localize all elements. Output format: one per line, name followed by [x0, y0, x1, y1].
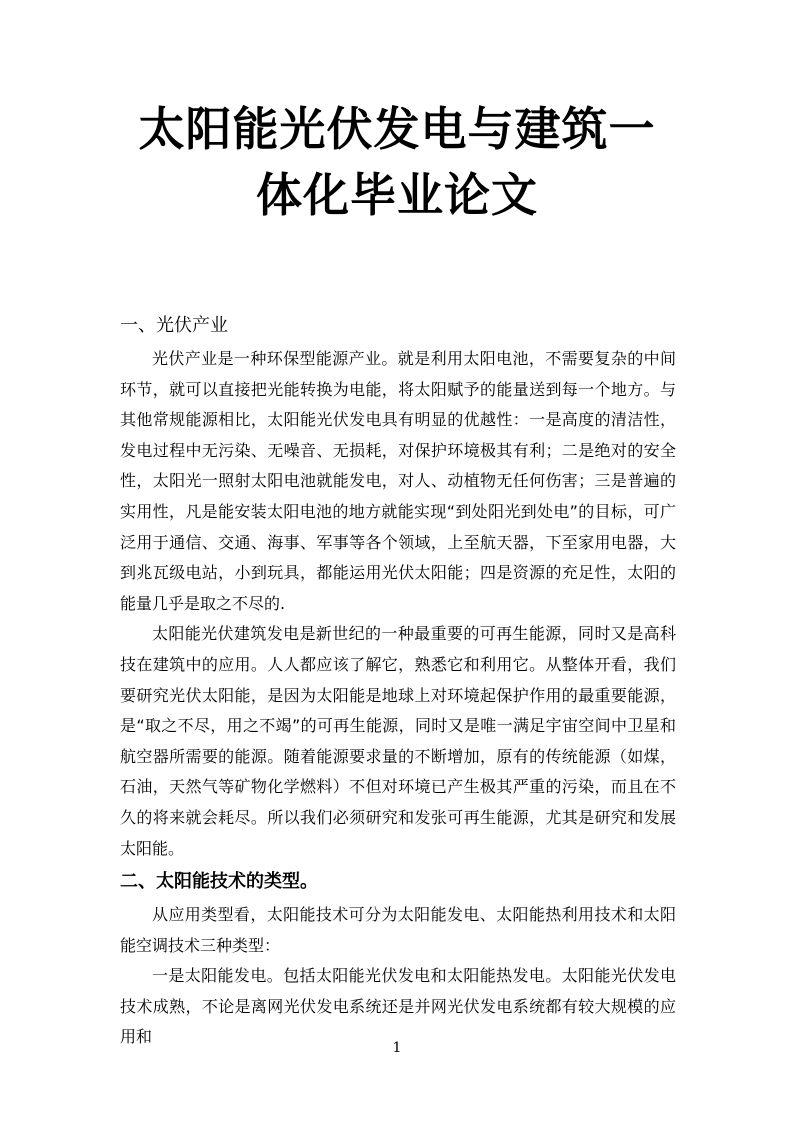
section-heading-2: 二、太阳能技术的类型。 — [120, 871, 318, 893]
paragraph-3: 从应用类型看，太阳能技术可分为太阳能发电、太阳能热利用技术和太阳能空调技术三种类型： — [120, 905, 676, 955]
document-title — [100, 96, 694, 228]
paragraph-2: 太阳能光伏建筑发电是新世纪的一种最重要的可再生能源，同时又是高科技在建筑中的应用。人人都应该了解它，熟悉它和利用它。从整体开看，我们要研究光伏太阳能，是因为太阳能是地球上对环境起保护作用的最重要能源，是“取之不尽，用之不竭”的可再生能源，同时又是唯一满足宇宙空间中卫星和航空器所需要的能源。随着能源要求量的不断增加，原有的传统能源（如煤，石油，天然气等矿物化学燃料）不但对环境已产生极其严重的污染，而且在不久的将来就会耗尽。所以我们必须研究和发张可再生能源，尤其是研究和发展太阳能。 — [120, 624, 676, 858]
title-line-1: 太阳能光伏发电与建筑一 — [138, 102, 656, 156]
paragraph-1: 光伏产业是一种环保型能源产业。就是利用太阳电池，不需要复杂的中间环节，就可以直接把光能转换为电能，将太阳赋予的能量送到每一个地方。与其他常规能源相比，太阳能光伏发电具有明显的优越性：一是高度的清洁性，发电过程中无污染、无噪音、无损耗，对保护环境极其有利；二是绝对的安全性，太阳光一照射太阳电池就能发电，对人、动植物无任何伤害；三是普遍的实用性，凡是能安装太阳电池的地方就能实现“到处阳光到处电”的目标，可广泛用于通信、交通、海事、军事等各个领域，上至航天器，下至家用电器，大到兆瓦级电站，小到玩具，都能运用光伏太阳能；四是资源的充足性，太阳的能量几乎是取之不尽的. — [120, 349, 676, 613]
section-heading-1: 一、光伏产业 — [120, 315, 228, 336]
title-line-2: 体化毕业论文 — [256, 168, 538, 222]
document-body — [120, 308, 676, 1053]
paragraph-4: 一是太阳能发电。包括太阳能光伏发电和太阳能热发电。太阳能光伏发电技术成熟，不论是离网光伏发电系统还是并网光伏发电系统都有较大规模的应用和 — [120, 966, 676, 1047]
page-number: 1 — [392, 1040, 402, 1056]
